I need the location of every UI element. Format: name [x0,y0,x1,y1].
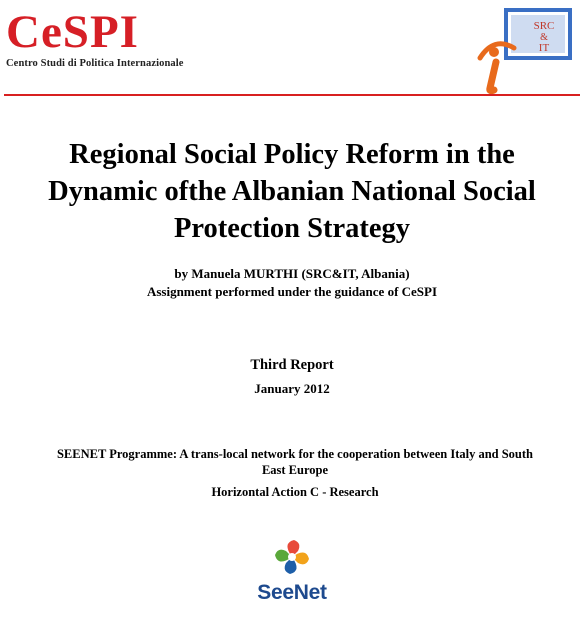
seenet-logo-text: SeeNet [257,581,327,604]
title-line-1: Regional Social Policy Reform in the [69,139,515,170]
src-logo-line-2: & [540,32,548,43]
document-header [0,0,584,96]
cespi-logo [6,8,184,69]
report-name: Third Report [250,357,334,373]
author-line: by Manuela MURTHI (SRC&IT, Albania) [174,266,410,281]
byline [0,265,584,301]
src-logo-line-3: IT [538,42,550,54]
assignment-line: Assignment performed under the guidance of CeSPI [146,284,438,299]
programme-line-2: East Europe [261,463,329,477]
report-info [0,355,584,399]
title-line-2: Dynamic ofthe Albanian National Social [48,176,536,207]
src-logo-line-1: SRC [533,20,555,32]
src-it-logo [474,8,572,94]
document-title [0,136,584,247]
report-date: January 2012 [254,381,330,396]
cespi-subtitle: Centro Studi di Politica Internazionale [6,58,184,69]
programme-action: Horizontal Action C - Research [211,485,379,499]
cespi-logo-text: CeSPI [6,6,139,58]
title-line-3: Protection Strategy [173,213,411,244]
seenet-emblem-icon [272,537,312,577]
header-rule [4,94,580,96]
seenet-logo [240,535,344,605]
programme-info [30,446,560,500]
programme-line-1: SEENET Programme: A trans-local network for the cooperation between Italy and South [56,447,534,461]
